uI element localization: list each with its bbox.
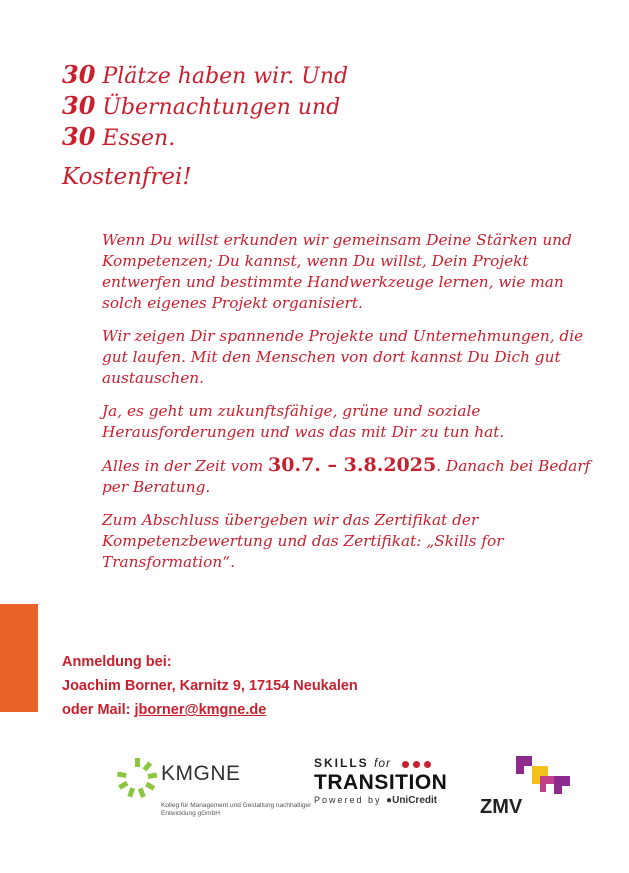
paragraph-certificate: Zum Abschluss übergeben wir das Zertifikat der Kompetenzbewertung und das Zertifikat: „Skills for Transformation“. xyxy=(102,511,504,571)
stt-powered-by: Powered by xyxy=(314,794,382,805)
kmgne-circle-icon xyxy=(115,756,159,800)
unicredit-wordmark: ●UniCredit xyxy=(386,794,438,806)
logo-row xyxy=(0,752,629,832)
kmgne-logo xyxy=(115,756,312,817)
contact-block xyxy=(62,650,358,722)
headline-line-2: 30 Übernachtungen und xyxy=(62,91,341,120)
free-of-charge-heading: Kostenfrei! xyxy=(62,164,192,190)
headline xyxy=(62,60,348,153)
kmgne-wordmark: KMGNE xyxy=(161,762,241,785)
body-text xyxy=(102,230,602,585)
zmv-logo xyxy=(478,752,578,818)
stt-transition-word: TRANSITION xyxy=(314,770,448,794)
email-link[interactable]: jborner@kmgne.de xyxy=(134,702,267,718)
accent-bar xyxy=(0,604,38,712)
event-dates: 30.7. – 3.8.2025 xyxy=(268,454,437,476)
contact-address: Joachim Borner, Karnitz 9, 17154 Neukalen xyxy=(62,678,358,694)
paragraph-challenges: Ja, es geht um zukunftsfähige, grüne und soziale Herausforderungen und was das mit Dir zu tun hat. xyxy=(102,402,505,441)
contact-mail-line: oder Mail: jborner@kmgne.de xyxy=(62,702,267,718)
paragraph-explore: Wenn Du willst erkunden wir gemeinsam Deine Stärken und Kompetenzen; Du kannst, wenn Du willst, Dein Projekt entwerfen und bestimmte Handwerkzeuge lernen, wie man solch eigenes Projekt organisiert. xyxy=(102,231,572,312)
stt-for-word: for xyxy=(374,756,392,770)
zmv-wordmark: ZMV xyxy=(480,796,523,818)
stt-skills-word: SKILLS xyxy=(314,756,369,770)
skills-for-transition-logo xyxy=(314,756,447,806)
zmv-mark-icon xyxy=(478,752,578,802)
paragraph-dates: Alles in der Zeit vom 30.7. – 3.8.2025. Danach bei Bedarf per Beratung. xyxy=(102,454,591,496)
headline-line-1: 30 Plätze haben wir. Und xyxy=(62,60,349,89)
headline-line-3: 30 Essen. xyxy=(62,122,176,151)
stt-dots-icon xyxy=(402,757,435,771)
kmgne-subtitle: Kolleg für Management und Gestaltung nachhaltiger Entwicklung gGmbH xyxy=(161,802,312,817)
registration-label: Anmeldung bei: xyxy=(62,654,172,670)
paragraph-projects: Wir zeigen Dir spannende Projekte und Unternehmungen, die gut laufen. Mit den Menschen von dort kannst Du Dich gut austauschen. xyxy=(102,327,584,387)
